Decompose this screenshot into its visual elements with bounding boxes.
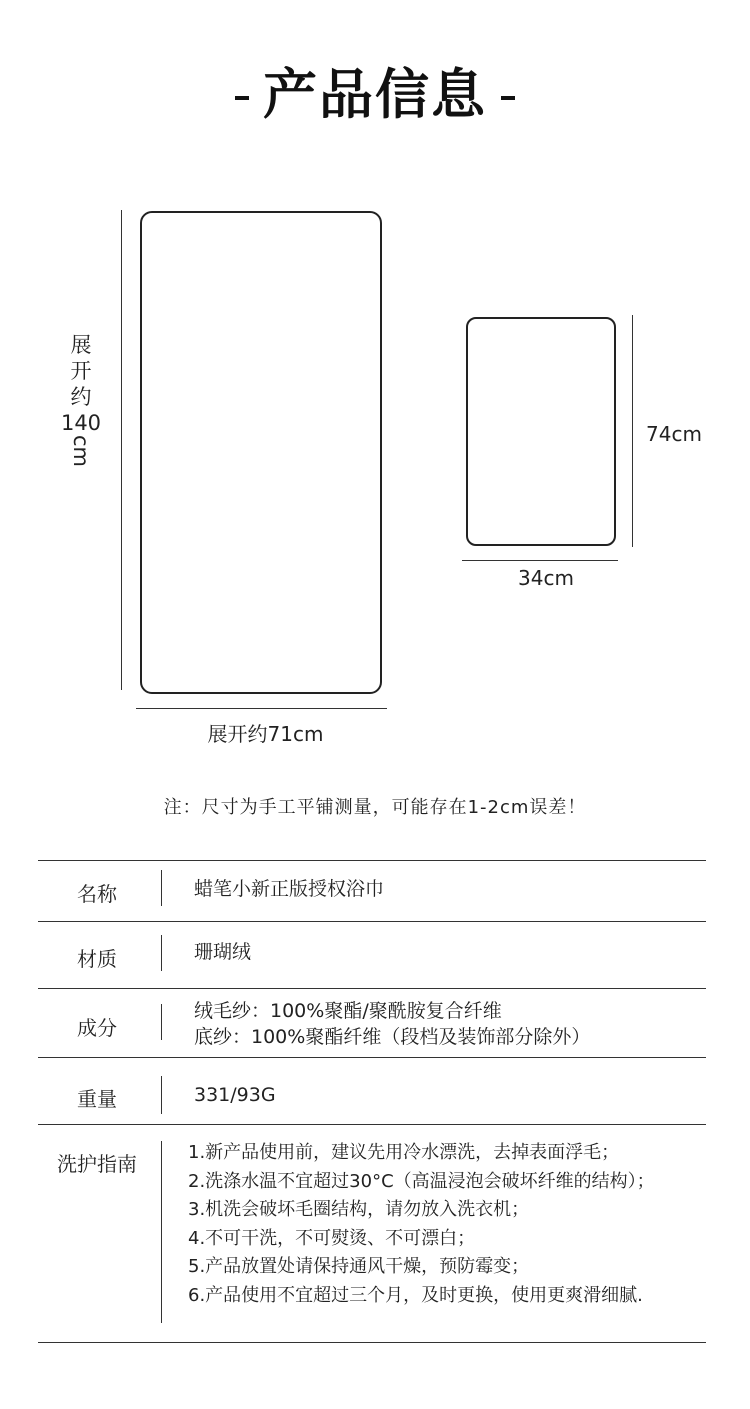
column-separator — [161, 1141, 162, 1323]
unfolded-height-unit: cm — [68, 434, 93, 468]
unfolded-width-label: 展开约71cm — [207, 722, 324, 746]
spec-label-material: 材质 — [77, 947, 117, 971]
spec-value-weight: 331/93G — [194, 1084, 276, 1106]
unfolded-towel-shape — [140, 211, 382, 694]
column-separator — [161, 1076, 162, 1114]
column-separator — [161, 870, 162, 906]
unfolded-height-line — [121, 210, 122, 690]
care-item: 4.不可干洗，不可熨烫、不可漂白； — [188, 1227, 476, 1249]
folded-towel-shape — [466, 317, 616, 546]
care-item: 6.产品使用不宜超过三个月，及时更换，使用更爽滑细腻. — [188, 1284, 643, 1306]
page-title — [0, 52, 750, 129]
spec-value-name: 蜡笔小新正版授权浴巾 — [194, 878, 385, 900]
spec-label-composition: 成分 — [77, 1016, 117, 1040]
unfolded-height-char: 展 — [70, 333, 92, 357]
table-divider — [38, 1057, 706, 1058]
folded-width-line — [462, 560, 618, 561]
title-dash-left — [235, 96, 249, 100]
spec-value-material: 珊瑚绒 — [194, 941, 252, 963]
spec-label-name: 名称 — [77, 882, 117, 906]
table-divider — [38, 1124, 706, 1125]
folded-height-label: 74cm — [646, 422, 702, 446]
folded-height-line — [632, 315, 633, 547]
spec-value-composition-line-2: 底纱：100%聚酯纤维（段档及装饰部分除外） — [194, 1026, 591, 1048]
table-divider — [38, 921, 706, 922]
care-item: 5.产品放置处请保持通风干燥，预防霉变； — [188, 1256, 530, 1277]
unfolded-height-char: 约 — [70, 385, 92, 409]
title-dash-right — [501, 96, 515, 100]
unfolded-height-value: 140 — [60, 411, 102, 435]
table-divider — [38, 1342, 706, 1343]
column-separator — [161, 1004, 162, 1040]
unfolded-height-char: 开 — [70, 359, 92, 383]
unfolded-width-line — [136, 708, 387, 709]
measurement-note: 注：尺寸为手工平铺测量，可能存在1-2cm误差！ — [163, 797, 587, 818]
care-instructions-list — [188, 1139, 655, 1310]
column-separator — [161, 935, 162, 971]
table-divider — [38, 860, 706, 861]
spec-value-composition-line-1: 绒毛纱：100%聚酯/聚酰胺复合纤维 — [194, 1000, 502, 1022]
care-item: 1.新产品使用前，建议先用冷水漂洗，去掉表面浮毛； — [188, 1142, 620, 1163]
spec-label-weight: 重量 — [77, 1087, 117, 1111]
folded-width-label: 34cm — [518, 566, 574, 590]
table-divider — [38, 988, 706, 989]
spec-label-care: 洗护指南 — [57, 1152, 137, 1176]
care-item: 3.机洗会破坏毛圈结构，请勿放入洗衣机； — [188, 1199, 530, 1220]
unfolded-height-label — [56, 332, 106, 466]
care-item: 2.洗涤水温不宜超过30°C（高温浸泡会破坏纤维的结构）； — [188, 1170, 655, 1192]
page-title-text: 产品信息 — [263, 63, 487, 126]
